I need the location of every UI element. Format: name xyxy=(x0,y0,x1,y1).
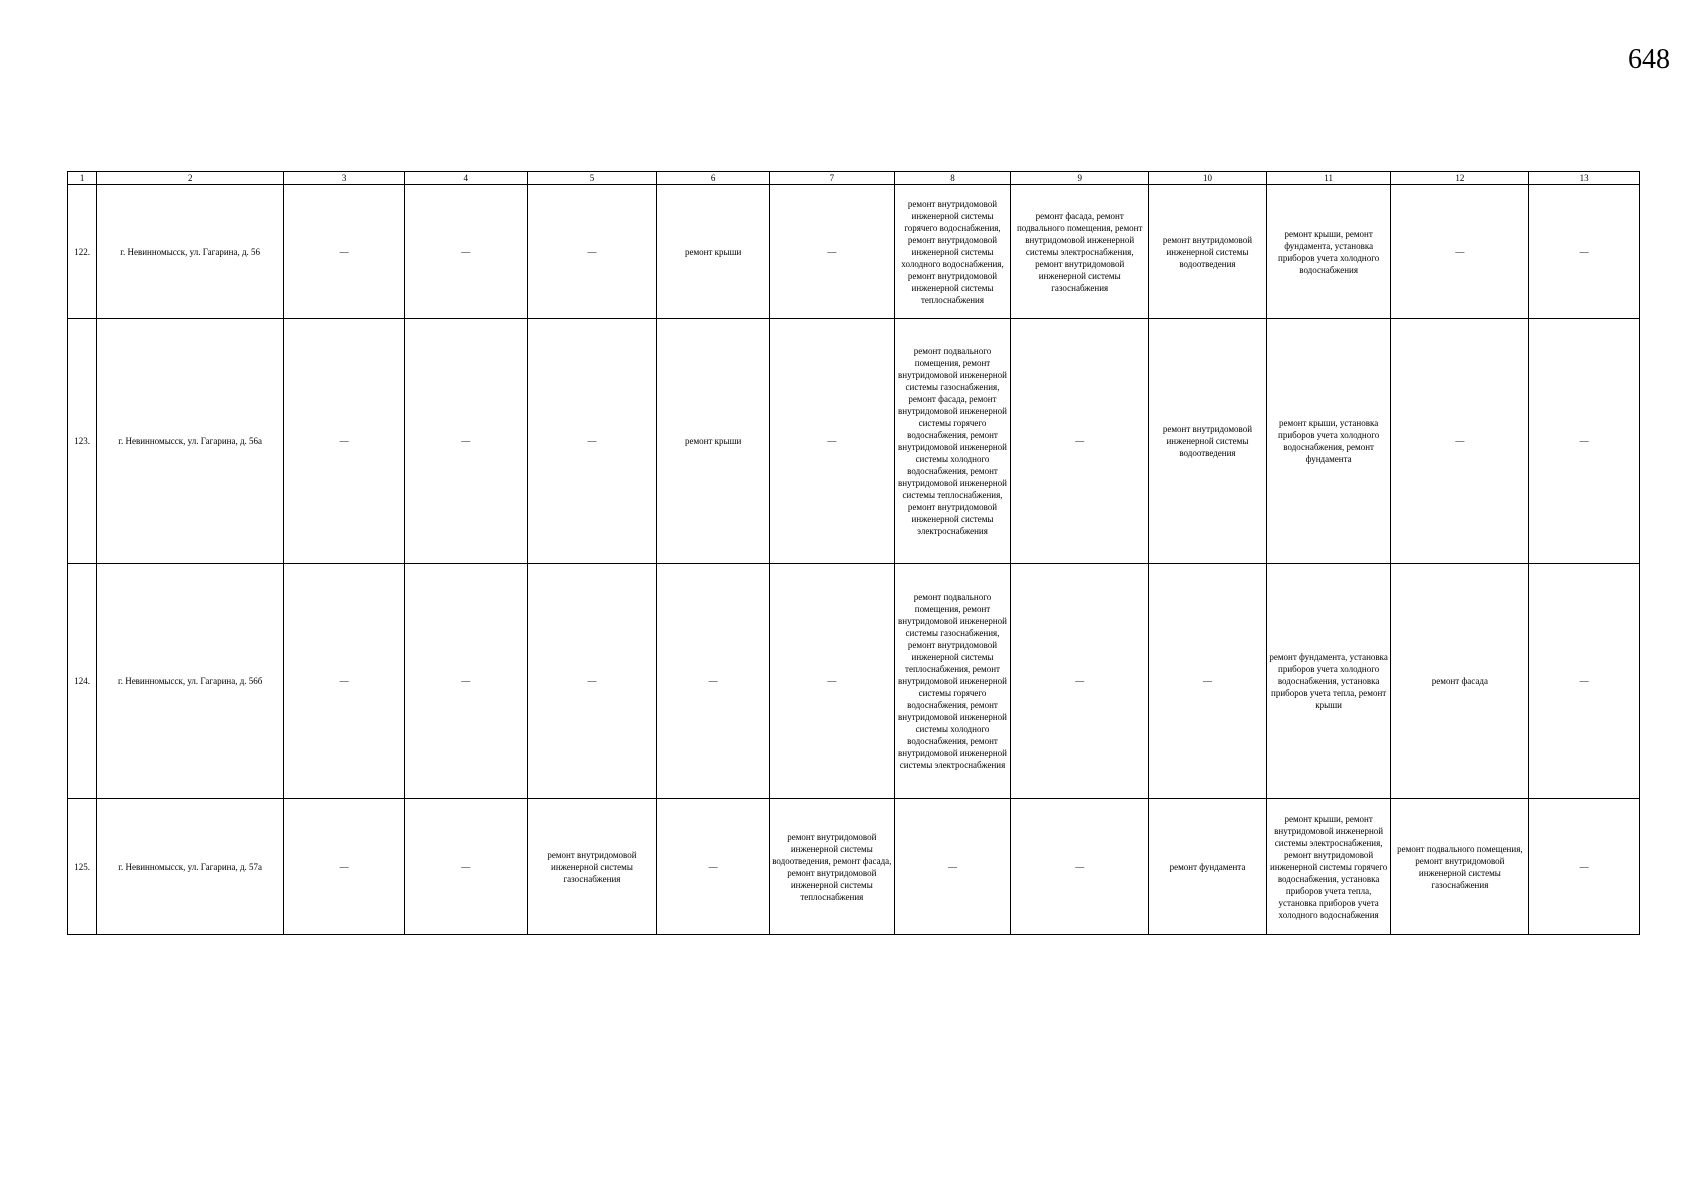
row-number: 123. xyxy=(68,319,97,564)
table-row xyxy=(68,799,1640,935)
table-row xyxy=(68,319,1640,564)
row-number: 125. xyxy=(68,799,97,935)
table-cell: — xyxy=(1011,564,1149,799)
row-address: г. Невинномысск, ул. Гагарина, д. 56б xyxy=(97,564,284,799)
table-cell: ремонт фасада, ремонт подвального помещения, ремонт внутридомовой инженерной системы электроснабжения, ремонт внутридомовой инженерной системы газоснабжения xyxy=(1011,185,1149,319)
table-cell: — xyxy=(1391,185,1529,319)
table-cell: — xyxy=(284,185,405,319)
column-header: 1 xyxy=(68,172,97,185)
table-cell: ремонт внутридомовой инженерной системы газоснабжения xyxy=(527,799,657,935)
table-cell: — xyxy=(284,799,405,935)
repair-schedule-table xyxy=(67,171,1640,935)
column-header: 2 xyxy=(97,172,284,185)
table-cell: — xyxy=(527,185,657,319)
table-cell: ремонт фасада xyxy=(1391,564,1529,799)
column-header: 8 xyxy=(894,172,1011,185)
table-cell: — xyxy=(769,564,894,799)
column-header: 12 xyxy=(1391,172,1529,185)
table-cell: ремонт фундамента, установка приборов учета холодного водоснабжения, установка приборов учета тепла, ремонт крыши xyxy=(1266,564,1391,799)
table-cell: — xyxy=(284,319,405,564)
table-cell: ремонт крыши, ремонт внутридомовой инженерной системы электроснабжения, ремонт внутридомовой инженерной системы горячего водоснабжения, установка приборов учета тепла, установка приборов учета холодного водоснабжения xyxy=(1266,799,1391,935)
column-header: 4 xyxy=(404,172,527,185)
table-row xyxy=(68,564,1640,799)
table-cell: — xyxy=(894,799,1011,935)
table-cell: — xyxy=(527,564,657,799)
table-cell: — xyxy=(657,799,770,935)
table-cell: — xyxy=(1149,564,1267,799)
table-cell: ремонт внутридомовой инженерной системы водоотведения xyxy=(1149,185,1267,319)
column-header: 7 xyxy=(769,172,894,185)
row-address: г. Невинномысск, ул. Гагарина, д. 56 xyxy=(97,185,284,319)
column-header: 13 xyxy=(1529,172,1640,185)
column-header: 6 xyxy=(657,172,770,185)
table-cell: ремонт фундамента xyxy=(1149,799,1267,935)
table-cell: ремонт подвального помещения, ремонт внутридомовой инженерной системы газоснабжения xyxy=(1391,799,1529,935)
table-cell: ремонт внутридомовой инженерной системы горячего водоснабжения, ремонт внутридомовой инженерной системы холодного водоснабжения, ремонт внутридомовой инженерной системы теплоснабжения xyxy=(894,185,1011,319)
table-cell: — xyxy=(404,319,527,564)
column-header: 5 xyxy=(527,172,657,185)
row-address: г. Невинномысск, ул. Гагарина, д. 56а xyxy=(97,319,284,564)
column-header: 11 xyxy=(1266,172,1391,185)
column-header: 9 xyxy=(1011,172,1149,185)
table-cell: — xyxy=(657,564,770,799)
table-cell: — xyxy=(1529,564,1640,799)
table-cell: ремонт подвального помещения, ремонт внутридомовой инженерной системы газоснабжения, ремонт фасада, ремонт внутридомовой инженерной системы горячего водоснабжения, ремонт внутридомовой инженерной системы холодного водоснабжения, ремонт внутридомовой инженерной системы теплоснабжения, ремонт внутридомовой инженерной системы электроснабжения xyxy=(894,319,1011,564)
table-cell: ремонт крыши, ремонт фундамента, установка приборов учета холодного водоснабжения xyxy=(1266,185,1391,319)
table-cell: ремонт внутридомовой инженерной системы водоотведения, ремонт фасада, ремонт внутридомовой инженерной системы теплоснабжения xyxy=(769,799,894,935)
table-cell: — xyxy=(1529,799,1640,935)
table-cell: — xyxy=(527,319,657,564)
column-header: 10 xyxy=(1149,172,1267,185)
table-cell: ремонт внутридомовой инженерной системы водоотведения xyxy=(1149,319,1267,564)
table-cell: — xyxy=(284,564,405,799)
column-number-row xyxy=(68,172,1640,185)
page-number: 648 xyxy=(1628,44,1670,75)
row-number: 124. xyxy=(68,564,97,799)
table-cell: ремонт подвального помещения, ремонт внутридомовой инженерной системы газоснабжения, ремонт внутридомовой инженерной системы теплоснабжения, ремонт внутридомовой инженерной системы горячего водоснабжения, ремонт внутридомовой инженерной системы холодного водоснабжения, ремонт внутридомовой инженерной системы электроснабжения xyxy=(894,564,1011,799)
table-cell: — xyxy=(769,319,894,564)
table-cell: — xyxy=(1391,319,1529,564)
table-row xyxy=(68,185,1640,319)
row-number: 122. xyxy=(68,185,97,319)
table-cell: — xyxy=(1529,185,1640,319)
column-header: 3 xyxy=(284,172,405,185)
table-cell: — xyxy=(1011,319,1149,564)
table-cell: — xyxy=(769,185,894,319)
table-cell: — xyxy=(404,799,527,935)
table-cell: ремонт крыши, установка приборов учета холодного водоснабжения, ремонт фундамента xyxy=(1266,319,1391,564)
table-cell: ремонт крыши xyxy=(657,319,770,564)
table-cell: — xyxy=(404,564,527,799)
table-cell: — xyxy=(1529,319,1640,564)
table-cell: — xyxy=(404,185,527,319)
table-cell: ремонт крыши xyxy=(657,185,770,319)
table-cell: — xyxy=(1011,799,1149,935)
row-address: г. Невинномысск, ул. Гагарина, д. 57а xyxy=(97,799,284,935)
